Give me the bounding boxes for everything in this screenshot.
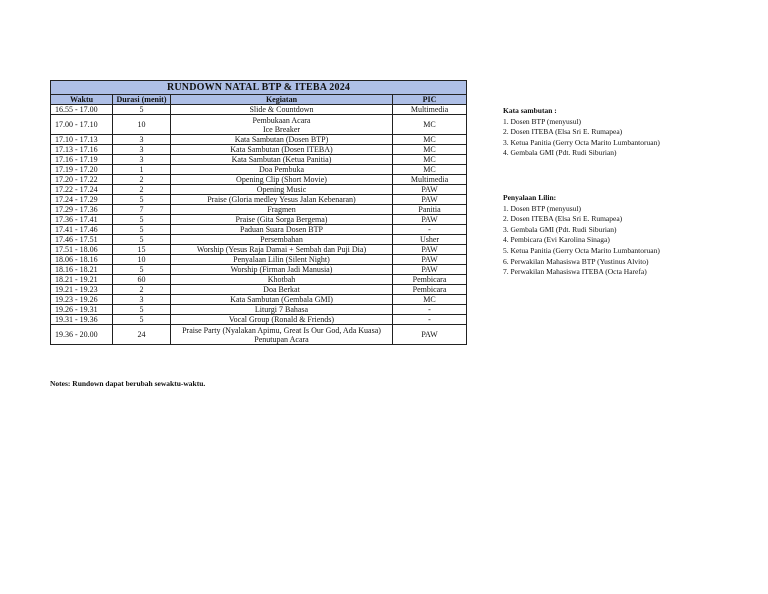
table-row <box>51 295 467 305</box>
cell-waktu: 17.16 - 17.19 <box>51 155 113 165</box>
cell-durasi: 5 <box>113 315 171 325</box>
cell-waktu: 17.19 - 17.20 <box>51 165 113 175</box>
kegiatan-line: Fragmen <box>267 205 296 214</box>
cell-durasi: 2 <box>113 285 171 295</box>
cell-pic: PAW <box>393 195 467 205</box>
cell-pic: MC <box>393 145 467 155</box>
cell-kegiatan <box>171 275 393 285</box>
cell-durasi: 5 <box>113 195 171 205</box>
cell-waktu: 17.20 - 17.22 <box>51 175 113 185</box>
notes-text: Notes: Rundown dapat berubah sewaktu-waktu. <box>50 379 206 388</box>
cell-pic: PAW <box>393 265 467 275</box>
cell-waktu: 18.16 - 18.21 <box>51 265 113 275</box>
kegiatan-line: Praise Party (Nyalakan Apimu, Great Is Our God, Ada Kuasa) <box>182 325 381 335</box>
cell-waktu: 18.21 - 19.21 <box>51 275 113 285</box>
lilin-list <box>503 193 733 278</box>
cell-kegiatan <box>171 295 393 305</box>
kegiatan-line: Worship (Firman Jadi Manusia) <box>230 265 333 274</box>
kegiatan-line: Kata Sambutan (Ketua Panitia) <box>231 155 332 164</box>
table-row <box>51 305 467 315</box>
cell-kegiatan <box>171 285 393 295</box>
cell-kegiatan <box>171 265 393 275</box>
table-row <box>51 155 467 165</box>
cell-waktu: 19.36 - 20.00 <box>51 325 113 345</box>
cell-durasi: 24 <box>113 325 171 345</box>
cell-durasi: 2 <box>113 175 171 185</box>
cell-pic: Pembicara <box>393 285 467 295</box>
cell-kegiatan <box>171 205 393 215</box>
cell-waktu: 19.31 - 19.36 <box>51 315 113 325</box>
table-row <box>51 115 467 135</box>
cell-kegiatan <box>171 175 393 185</box>
table-row <box>51 225 467 235</box>
kegiatan-line: Penutupan Acara <box>254 334 309 344</box>
cell-durasi: 10 <box>113 115 171 135</box>
cell-kegiatan <box>171 315 393 325</box>
table-row <box>51 195 467 205</box>
cell-waktu: 16.55 - 17.00 <box>51 105 113 115</box>
cell-waktu: 17.00 - 17.10 <box>51 115 113 135</box>
kegiatan-line: Doa Berkat <box>263 285 300 294</box>
kegiatan-line: Liturgi 7 Bahasa <box>254 305 309 314</box>
table-row <box>51 165 467 175</box>
cell-kegiatan <box>171 325 393 345</box>
col-header-kegiatan: Kegiatan <box>171 95 393 105</box>
cell-durasi: 5 <box>113 105 171 115</box>
table-row <box>51 185 467 195</box>
cell-kegiatan <box>171 225 393 235</box>
kegiatan-line: Worship (Yesus Raja Damai + Sembah dan Puji Dia) <box>196 245 367 254</box>
cell-pic: MC <box>393 135 467 145</box>
kegiatan-line: Praise (Gita Sorga Bergema) <box>235 215 328 224</box>
cell-pic: MC <box>393 115 467 135</box>
kegiatan-line: Vocal Group (Ronald & Friends) <box>228 315 335 324</box>
sambutan-item: 3. Ketua Panitia (Gerry Octa Marito Lumbantoruan) <box>503 137 660 147</box>
cell-pic: PAW <box>393 215 467 225</box>
table-title: RUNDOWN NATAL BTP & ITEBA 2024 <box>51 81 467 95</box>
lilin-item: 5. Ketua Panitia (Gerry Octa Marito Lumbantoruan) <box>503 245 660 255</box>
table-row <box>51 315 467 325</box>
cell-waktu: 17.46 - 17.51 <box>51 235 113 245</box>
cell-pic: PAW <box>393 245 467 255</box>
cell-pic: PAW <box>393 185 467 195</box>
cell-waktu: 17.24 - 17.29 <box>51 195 113 205</box>
kegiatan-line: Persembahan <box>260 235 303 244</box>
cell-kegiatan <box>171 135 393 145</box>
kegiatan-line: Ice Breaker <box>262 124 301 134</box>
cell-pic: MC <box>393 165 467 175</box>
cell-kegiatan <box>171 185 393 195</box>
cell-durasi: 5 <box>113 305 171 315</box>
cell-durasi: 5 <box>113 265 171 275</box>
lilin-item: 4. Pembicara (Evi Karolina Sinaga) <box>503 235 610 245</box>
cell-pic: - <box>393 315 467 325</box>
cell-durasi: 3 <box>113 135 171 145</box>
cell-durasi: 15 <box>113 245 171 255</box>
cell-pic: Multimedia <box>393 175 467 185</box>
cell-pic: MC <box>393 295 467 305</box>
cell-kegiatan <box>171 255 393 265</box>
col-header-waktu: Waktu <box>51 95 113 105</box>
cell-kegiatan <box>171 235 393 245</box>
cell-durasi: 60 <box>113 275 171 285</box>
rundown-table <box>50 80 467 345</box>
cell-durasi: 2 <box>113 185 171 195</box>
lilin-item: 3. Gembala GMI (Pdt. Rudi Siburian) <box>503 224 617 234</box>
kegiatan-line: Opening Clip (Short Movie) <box>236 175 327 184</box>
cell-waktu: 19.21 - 19.23 <box>51 285 113 295</box>
cell-kegiatan <box>171 245 393 255</box>
cell-durasi: 5 <box>113 215 171 225</box>
cell-pic: PAW <box>393 255 467 265</box>
table-row <box>51 245 467 255</box>
cell-waktu: 18.06 - 18.16 <box>51 255 113 265</box>
kegiatan-line: Kata Sambutan (Dosen BTP) <box>234 135 329 144</box>
cell-waktu: 17.36 - 17.41 <box>51 215 113 225</box>
table-row <box>51 175 467 185</box>
kegiatan-line: Kata Sambutan (Dosen ITEBA) <box>230 145 333 154</box>
cell-durasi: 1 <box>113 165 171 175</box>
cell-pic: PAW <box>393 325 467 345</box>
table-row <box>51 145 467 155</box>
cell-durasi: 5 <box>113 225 171 235</box>
kegiatan-line: Slide & Countdown <box>249 105 314 114</box>
kegiatan-line: Paduan Suara Dosen BTP <box>240 225 323 234</box>
cell-kegiatan <box>171 165 393 175</box>
cell-pic: - <box>393 305 467 315</box>
lilin-item: 1. Dosen BTP (menyusul) <box>503 203 582 213</box>
table-row <box>51 135 467 145</box>
lilin-header: Penyalaan Lilin: <box>503 193 557 202</box>
cell-kegiatan <box>171 195 393 205</box>
cell-waktu: 19.23 - 19.26 <box>51 295 113 305</box>
cell-waktu: 17.22 - 17.24 <box>51 185 113 195</box>
cell-pic: Panitia <box>393 205 467 215</box>
sambutan-item: 1. Dosen BTP (menyusul) <box>503 116 582 126</box>
kegiatan-line: Praise (Gloria medley Yesus Jalan Kebenaran) <box>207 195 356 204</box>
cell-pic: - <box>393 225 467 235</box>
cell-kegiatan <box>171 105 393 115</box>
cell-durasi: 3 <box>113 145 171 155</box>
sambutan-item: 4. Gembala GMI (Pdt. Rudi Siburian) <box>503 148 617 158</box>
col-header-pic: PIC <box>393 95 467 105</box>
table-row <box>51 255 467 265</box>
cell-kegiatan <box>171 155 393 165</box>
lilin-item: 7. Perwakilan Mahasiswa ITEBA (Octa Harefa) <box>503 267 647 277</box>
cell-kegiatan <box>171 115 393 135</box>
cell-durasi: 7 <box>113 205 171 215</box>
cell-pic: Pembicara <box>393 275 467 285</box>
cell-pic: MC <box>393 155 467 165</box>
cell-waktu: 17.29 - 17.36 <box>51 205 113 215</box>
cell-kegiatan <box>171 145 393 155</box>
table-row <box>51 205 467 215</box>
kegiatan-line: Khotbah <box>267 275 296 284</box>
cell-waktu: 19.26 - 19.31 <box>51 305 113 315</box>
cell-waktu: 17.41 - 17.46 <box>51 225 113 235</box>
cell-pic: Multimedia <box>393 105 467 115</box>
table-row <box>51 285 467 295</box>
col-header-durasi: Durasi (menit) <box>113 95 171 105</box>
table-row <box>51 215 467 225</box>
rundown-rows <box>51 105 467 345</box>
cell-durasi: 3 <box>113 155 171 165</box>
table-row <box>51 265 467 275</box>
cell-durasi: 5 <box>113 235 171 245</box>
table-row <box>51 105 467 115</box>
kegiatan-line: Penyalaan Lilin (Silent Night) <box>233 255 330 264</box>
sambutan-item: 2. Dosen ITEBA (Elsa Sri E. Rumapea) <box>503 127 623 137</box>
cell-waktu: 17.13 - 17.16 <box>51 145 113 155</box>
kegiatan-line: Kata Sambutan (Gembala GMI) <box>230 295 333 304</box>
sambutan-header: Kata sambutan : <box>503 106 557 115</box>
kegiatan-line: Pembukaan Acara <box>252 115 311 125</box>
table-row <box>51 325 467 345</box>
cell-waktu: 17.51 - 18.06 <box>51 245 113 255</box>
table-row <box>51 235 467 245</box>
sambutan-list <box>503 106 733 159</box>
cell-kegiatan <box>171 305 393 315</box>
lilin-item: 2. Dosen ITEBA (Elsa Sri E. Rumapea) <box>503 214 623 224</box>
cell-waktu: 17.10 - 17.13 <box>51 135 113 145</box>
kegiatan-line: Opening Music <box>256 185 307 194</box>
table-row <box>51 275 467 285</box>
cell-durasi: 3 <box>113 295 171 305</box>
kegiatan-line: Doa Pembuka <box>258 165 305 174</box>
cell-durasi: 10 <box>113 255 171 265</box>
lilin-item: 6. Perwakilan Mahasiswa BTP (Yustinus Alvito) <box>503 256 649 266</box>
cell-kegiatan <box>171 215 393 225</box>
cell-pic: Usher <box>393 235 467 245</box>
